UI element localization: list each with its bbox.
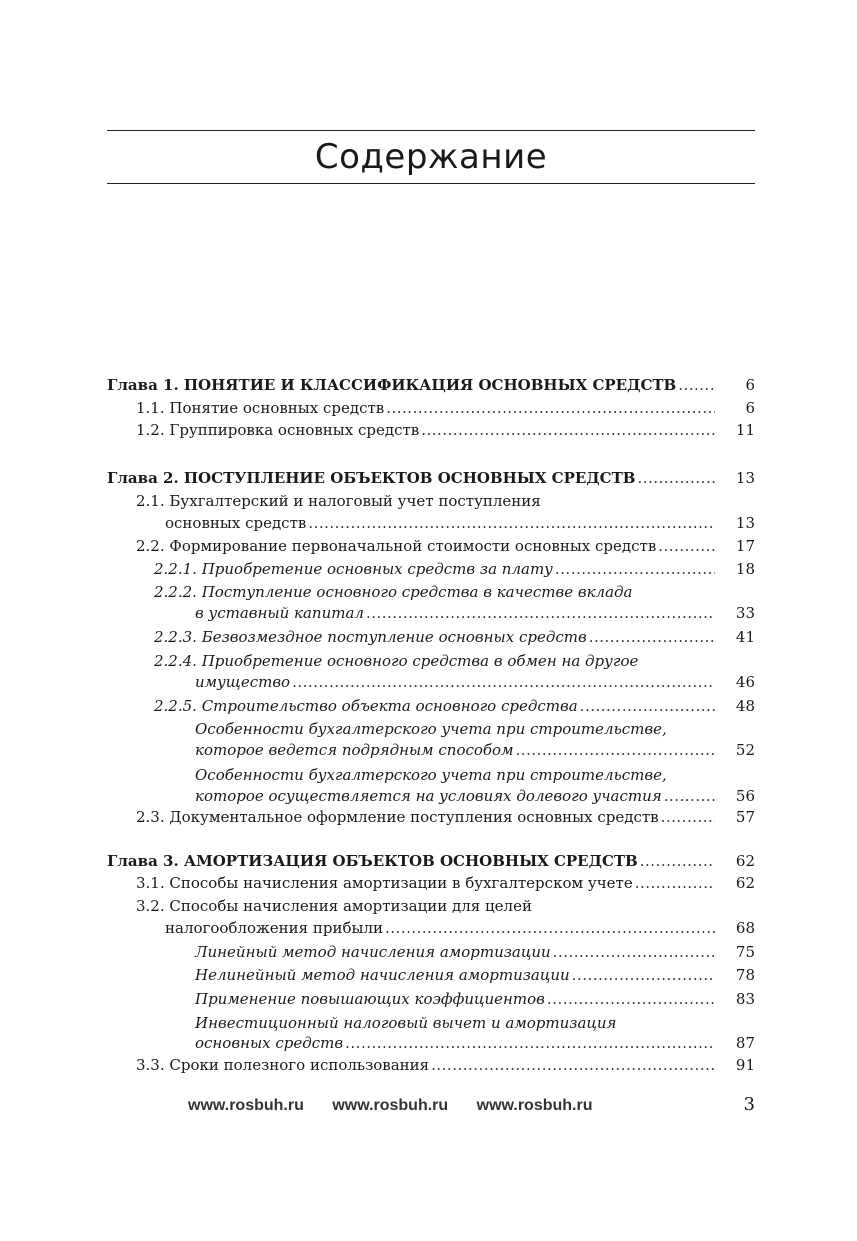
toc-entry-3-2-investment-line1: Инвестиционный налоговый вычет и амортизация xyxy=(195,1014,617,1032)
toc-entry-2-2-4[interactable] xyxy=(107,671,755,693)
toc-entry-3-2-investment[interactable] xyxy=(107,1032,755,1054)
toc-entry-2-2[interactable] xyxy=(107,535,755,557)
toc-page-number: 46 xyxy=(735,673,755,691)
leader-dots xyxy=(547,988,715,1010)
toc-page-number: 83 xyxy=(735,990,755,1008)
toc-entry-3-3[interactable] xyxy=(107,1054,755,1076)
leader-dots xyxy=(661,806,715,828)
toc-page-number: 13 xyxy=(735,514,755,532)
toc-entry-chapter-2[interactable] xyxy=(107,467,755,489)
footer-links xyxy=(188,1094,616,1118)
toc-entry-2-2-2-line1: 2.2.2. Поступление основного средства в качестве вклада xyxy=(154,583,633,601)
leader-dots xyxy=(635,872,715,894)
page-title: Содержание xyxy=(314,137,548,177)
toc-page-number: 87 xyxy=(735,1034,755,1052)
toc-entry-1-1[interactable] xyxy=(107,397,755,419)
toc-entry-2-2-4-line1: 2.2.4. Приобретение основного средства в обмен на другое xyxy=(154,652,639,670)
toc-page-number: 52 xyxy=(735,741,755,759)
toc-entry-label: Нелинейный метод начисления амортизации xyxy=(195,966,570,984)
toc-page-number: 18 xyxy=(735,560,755,578)
toc-page-number: 11 xyxy=(735,421,755,439)
toc-entry-3-2-linear[interactable] xyxy=(107,941,755,963)
toc-entry-2-2-3[interactable] xyxy=(107,626,755,648)
leader-dots xyxy=(640,850,715,872)
toc-entry-chapter-3[interactable] xyxy=(107,850,755,872)
leader-dots xyxy=(386,397,715,419)
leader-dots xyxy=(385,917,715,939)
toc-page-number: 33 xyxy=(735,604,755,622)
footer-link[interactable]: www.rosbuh.ru xyxy=(188,1097,304,1114)
footer-link[interactable]: www.rosbuh.ru xyxy=(476,1097,593,1114)
toc-page-number: 68 xyxy=(735,919,755,937)
toc-entry-2-2-5[interactable] xyxy=(107,695,755,717)
leader-dots xyxy=(292,671,715,693)
toc-entry-label: 2.2.3. Безвозмездное поступление основных средств xyxy=(154,628,587,646)
toc-page-number: 78 xyxy=(735,966,755,984)
toc-entry-label: 3.3. Сроки полезного использования xyxy=(136,1056,430,1074)
leader-dots xyxy=(366,602,715,624)
toc-entry-2-2-1[interactable] xyxy=(107,558,755,580)
toc-entry-label: налогообложения прибыли xyxy=(165,919,384,937)
toc-entry-label: основных средств xyxy=(195,1034,344,1052)
toc-entry-label: основных средств xyxy=(165,514,307,532)
toc-entry-2-1-line1: 2.1. Бухгалтерский и налоговый учет поступления xyxy=(136,492,541,510)
leader-dots xyxy=(555,558,715,580)
toc-entry-label: Глава 2. ПОСТУПЛЕНИЕ ОБЪЕКТОВ ОСНОВНЫХ СРЕДСТВ xyxy=(107,469,636,487)
toc-entry-chapter-1[interactable] xyxy=(107,374,755,396)
toc-page-number: 62 xyxy=(735,874,755,892)
leader-dots xyxy=(637,467,715,489)
toc-entry-2-2-5a-line1: Особенности бухгалтерского учета при строительстве, xyxy=(195,720,667,738)
toc-entry-3-2-nonlinear[interactable] xyxy=(107,964,755,986)
leader-dots xyxy=(658,535,715,557)
toc-entry-3-1[interactable] xyxy=(107,872,755,894)
top-rule xyxy=(107,130,755,131)
footer-link[interactable]: www.rosbuh.ru xyxy=(332,1097,449,1114)
leader-dots xyxy=(516,739,715,761)
toc-entry-label: Линейный метод начисления амортизации xyxy=(195,943,551,961)
leader-dots xyxy=(431,1054,715,1076)
leader-dots xyxy=(664,785,715,807)
leader-dots xyxy=(580,695,715,717)
toc-entry-2-2-5b-line1: Особенности бухгалтерского учета при строительстве, xyxy=(195,766,667,784)
toc-entry-label: Глава 3. АМОРТИЗАЦИЯ ОБЪЕКТОВ ОСНОВНЫХ СРЕДСТВ xyxy=(107,852,638,870)
toc-entry-3-2[interactable] xyxy=(107,917,755,939)
toc-page-number: 75 xyxy=(735,943,755,961)
leader-dots xyxy=(678,374,715,396)
toc-entry-label: 1.2. Группировка основных средств xyxy=(136,421,420,439)
toc-page-number: 56 xyxy=(735,787,755,805)
toc-page-number: 48 xyxy=(735,697,755,715)
leader-dots xyxy=(345,1032,715,1054)
toc-page-number: 13 xyxy=(735,469,755,487)
toc-entry-2-2-2[interactable] xyxy=(107,602,755,624)
toc-entry-3-2-coefficients[interactable] xyxy=(107,988,755,1010)
toc-page-number: 6 xyxy=(745,399,755,417)
toc-entry-label: 2.2.1. Приобретение основных средств за плату xyxy=(154,560,553,578)
toc-entry-2-1[interactable] xyxy=(107,512,755,534)
leader-dots xyxy=(553,941,715,963)
toc-entry-3-2-line1: 3.2. Способы начисления амортизации для целей xyxy=(136,897,532,915)
toc-page-number: 91 xyxy=(735,1056,755,1074)
title-rule xyxy=(107,183,755,184)
toc-entry-1-2[interactable] xyxy=(107,419,755,441)
toc-entry-label: Глава 1. ПОНЯТИЕ И КЛАССИФИКАЦИЯ ОСНОВНЫХ СРЕДСТВ xyxy=(107,376,677,394)
toc-page-number: 62 xyxy=(735,852,755,870)
leader-dots xyxy=(308,512,715,534)
toc-entry-label: 2.2. Формирование первоначальной стоимости основных средств xyxy=(136,537,657,555)
toc-entry-label: 2.3. Документальное оформление поступления основных средств xyxy=(136,808,659,826)
leader-dots xyxy=(572,964,715,986)
leader-dots xyxy=(589,626,715,648)
toc-entry-2-2-5a[interactable] xyxy=(107,739,755,761)
toc-entry-label: 1.1. Понятие основных средств xyxy=(136,399,385,417)
toc-entry-label: в уставный капитал xyxy=(195,604,364,622)
toc-entry-label: Применение повышающих коэффициентов xyxy=(195,990,545,1008)
toc-page-number: 57 xyxy=(735,808,755,826)
toc-page-number: 6 xyxy=(745,376,755,394)
toc-entry-label: которое осуществляется на условиях долевого участия xyxy=(195,787,662,805)
leader-dots xyxy=(421,419,715,441)
toc-entry-label: имущество xyxy=(195,673,291,691)
toc-entry-2-3[interactable] xyxy=(107,806,755,828)
toc-entry-label: 3.1. Способы начисления амортизации в бухгалтерском учете xyxy=(136,874,633,892)
page-number: 3 xyxy=(743,1094,755,1115)
toc-entry-label: которое ведется подрядным способом xyxy=(195,741,514,759)
toc-page-number: 17 xyxy=(735,537,755,555)
toc-entry-2-2-5b[interactable] xyxy=(107,785,755,807)
toc-entry-label: 2.2.5. Строительство объекта основного средства xyxy=(154,697,578,715)
toc-page-number: 41 xyxy=(735,628,755,646)
